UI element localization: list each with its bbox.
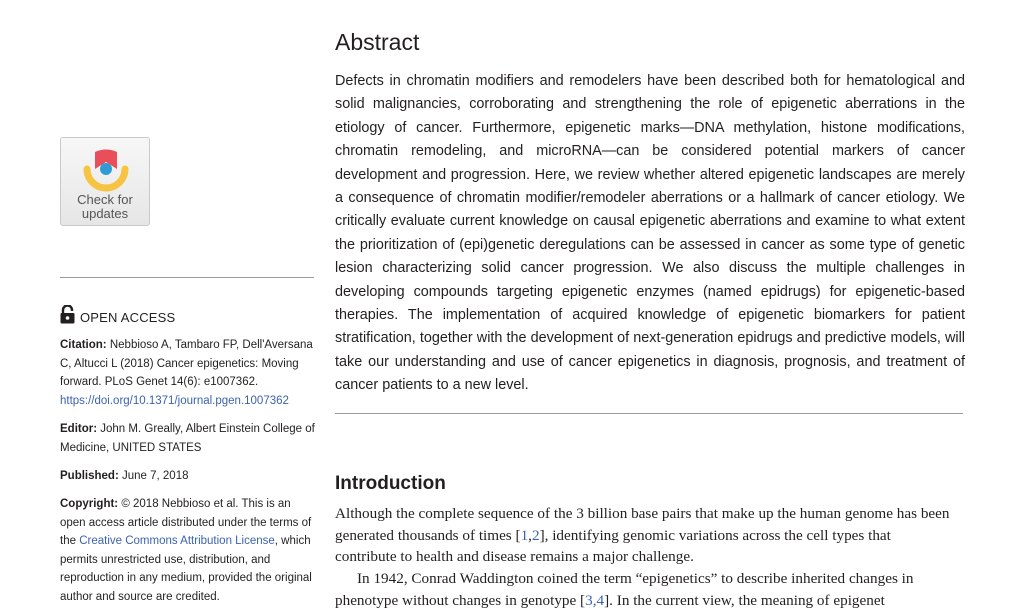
ref-separator: , xyxy=(528,526,532,544)
editor-block xyxy=(60,420,316,457)
doi-link[interactable]: https://doi.org/10.1371/journal.pgen.1007362 xyxy=(60,394,289,407)
para2-text: In 1942, Conrad Waddington coined the term “epigenetics” to describe inherited changes in phenotype without changes in genotype [ xyxy=(335,570,914,609)
ref-link-3-4[interactable]: 3,4 xyxy=(585,591,605,609)
intro-paragraph-2 xyxy=(335,568,955,611)
para1-text: Although the complete sequence of the 3 billion base pairs that make up the human genome has been generated thousands of times [ xyxy=(335,505,950,544)
abstract-heading: Abstract xyxy=(335,29,420,55)
published-label: Published: xyxy=(60,470,119,482)
abstract-paragraph: Defects in chromatin modifiers and remodelers have been described both for hematological and solid malignancies, corroborating and strengthening the role of epigenetic aberrations in the etiology of cancer. Furthermore, epigenetic marks—DNA methylation, histone modifications, chromatin remodeling, and microRNA—can be considered potential markers of cancer development and progression. Here, we review whether altered epigenetic landscapes are merely a consequence of chromatin modifier/remodeler aberrations or a hallmark of cancer etiology. We critically evaluate current knowledge on causal epigenetic aberrations and examine to what extent the prioritization of (epi)genetic deregulations can be assessed in cancer as some type of genetic lesion characterizing solid cancer progression. We also discuss the multiple challenges in developing compounds targeting epigenetic enzymes (named epidrugs) for epigenetic-based therapies. The implementation of acquired knowledge of epigenetic biomarkers for patient stratification, together with the development of next-generation epidrugs and predictive models, will take our understanding and use of cancer epigenetics in diagnosis, prognosis, and treatment of cancer patients to a new level. xyxy=(335,73,965,394)
article-sidebar xyxy=(60,0,316,603)
open-access-text: OPEN ACCESS xyxy=(80,310,176,325)
intro-paragraph-1 xyxy=(335,503,955,568)
published-block xyxy=(60,467,316,486)
editor-label: Editor: xyxy=(60,423,98,435)
copyright-block xyxy=(60,495,316,607)
copyright-text-after: , which permits unrestricted use, distribution, and reproduction in any medium, provided the original author and source are credited. xyxy=(60,535,312,603)
citation-text: Nebbioso A, Tambaro FP, Dell'Aversana C, Altucci L (2018) Cancer epigenetics: Moving forward. PLoS Genet 14(6): e1007362. xyxy=(60,339,313,389)
badge-text xyxy=(61,193,149,221)
published-date: June 7, 2018 xyxy=(121,470,189,482)
copyright-label: Copyright: xyxy=(60,498,119,510)
citation-label: Citation: xyxy=(60,339,107,351)
badge-line2: updates xyxy=(81,206,129,221)
open-lock-icon xyxy=(60,305,75,324)
ref-link-2[interactable]: 2 xyxy=(531,526,540,544)
introduction-heading: Introduction xyxy=(335,473,446,494)
abstract-divider xyxy=(335,413,963,414)
badge-line1: Check for xyxy=(77,192,133,207)
ref-link-1[interactable]: 1 xyxy=(520,526,529,544)
license-link[interactable]: Creative Commons Attribution License xyxy=(79,535,275,548)
citation-block xyxy=(60,336,316,410)
editor-text: John M. Greally, Albert Einstein College of Medicine, UNITED STATES xyxy=(60,423,315,454)
para2-text-after: ]. In the current view, the meaning of epigenet xyxy=(604,591,885,609)
para1-text-after: ], identifying genomic variations across the cell types that contribute to health and disease remains a major challenge. xyxy=(335,526,891,565)
copyright-text: © 2018 Nebbioso et al. This is an open access article distributed under the terms of the xyxy=(60,498,312,548)
check-for-updates-badge[interactable] xyxy=(60,137,150,226)
crossmark-icon xyxy=(81,144,131,194)
sidebar-divider xyxy=(60,277,314,278)
